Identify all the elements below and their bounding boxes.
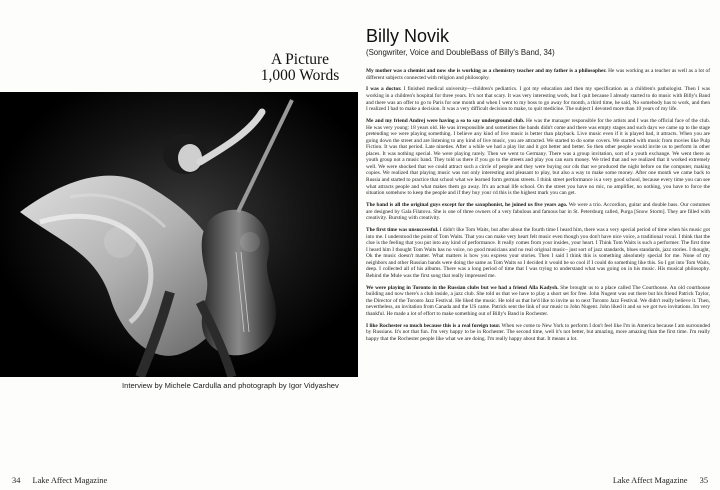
article-subtitle: (Songwriter, Voice and DoubleBass of Billy's Band, 34) xyxy=(366,48,555,57)
photo-credit: Interview by Michele Cardulla and photograph by Igor Vidyashev xyxy=(122,381,339,390)
paragraph-text: We were a trio. Accordion, guitar and double bass. Our costumes are designed by Gala Filatova. She is one of three owners of a very fabulous and famous bar in St. Petersburg called, Purga [Snow Storm]. They are filled with creativity. Bursting with creativity. xyxy=(366,202,710,222)
paragraph xyxy=(366,86,710,112)
paragraph-lead: We were playing in Toronto in the Russian clubs but we had a friend Alla Kadysh. xyxy=(366,284,559,291)
paragraph xyxy=(366,227,710,279)
paragraph-lead: The first time was unsuccessful. xyxy=(366,227,439,234)
paragraph xyxy=(366,285,710,318)
paragraph-text: He was working as a teacher as well as a lot of different subjects connected with religion and philosophy. xyxy=(366,68,710,81)
paragraph-text: He was the manager responsible for the artists and I was the official face of the club. He was very young: 18 years old. He was irresponsible and sometimes the bands didn't come and there was empty stages and such days we came up to the stage pretending we were playing something. I believe any kind of live music is better than playback. Live music even if it is played bad, it attracts. When you are going down the street and are listening to any kind of live music, you are attracted. We started to do some covers. We started with music from movies like Pulp Fiction. It was that period. Late nineties. After a while we had a play list and it got better and better. So then other people would invite us to perform in other places. It was nothing special. We were playing rarely. Then we went to Germany. There was a group invitation, sort of a youth exchange. We went there as youth group not a music band. They told us there if you go to the streets and play you can earn money. We tried that and we realized that it worked extremely well. We were shocked that we could attract such a circle of people and they were buying our cds that we produced the night before on the computer, making copies. We realized that playing music was not only interesting and pleasant to play, but also a way to make some money. After one month we came back to Russia and started to practice that school what we learned form german streets. I think street performance is a very good school, because every time you can see what attracts people and what makes them go away. It's an actual life school. On the street you have no mic, no amplifier, no nothing, you have to force the situation somehow to keep the people and if they buy your cd this is the highest mark you can get. xyxy=(366,118,710,197)
paragraph-lead: Me and my friend Andrej were having a so to say underground club. xyxy=(366,118,525,125)
right-page-number: 35 xyxy=(699,476,708,485)
paragraph-lead: My mother was a chemist and now she is working as a chemistry teacher and my father is a philosopher. xyxy=(366,68,607,74)
paragraph-lead: The band is all the original guys except for the saxophonist, he joined us five years ago. xyxy=(366,202,568,209)
right-magazine-name: Lake Affect Magazine xyxy=(612,476,688,485)
paragraph-lead: I was a doctor. xyxy=(366,86,402,93)
page-heading xyxy=(250,52,350,84)
performer-photograph xyxy=(0,92,358,377)
left-magazine-name: Lake Affect Magazine xyxy=(32,476,108,485)
paragraph xyxy=(366,323,710,343)
paragraph-lead: I like Rochester so much because this is a real foreign tour. xyxy=(366,322,501,329)
left-folio xyxy=(12,476,107,485)
article-body xyxy=(366,68,710,348)
heading-line-1: A Picture xyxy=(270,51,330,68)
paragraph-text: She brought us to a place called The Courthouse. An old courthouse building and now there's a club inside, a jazz club. She told us that we have to play a short set for free. John Nugent was out there but his friend Patrick Taylor, the Director of the Toronto Jazz Festival. He liked the music. He told us that he'd like to invite us to next Toronto Jazz Festival. We didn't really believe it. Then, nevertheless, an invitation from Canada and the US came. Patrick sent the link of our music to John Nugent. John liked it and so we got two invitations. Im very thankful. He made a lot of effort to make something out of Billy's Band in Rochester. xyxy=(366,284,710,317)
left-page-number: 34 xyxy=(12,476,21,485)
paragraph xyxy=(366,68,710,81)
right-folio xyxy=(613,476,708,485)
article-title: Billy Novik xyxy=(366,26,450,46)
paragraph-text: I finished medical university—children's pediatrics. I got my education and then my specification as a children's pathologist. Then I was working in a children's hospital for three years. It's not that scary. It was very interesting work, but I quit because I already started to do music with Billy's Band and there was an offer to go to Paris for one month and when I went to my boss to go away for month, a third time, he said, No somebody has to work, and then I realized I had to make a decision. It was a very difficult decision to make, to quit medicine. The subject I devoted more than 10 years of my life. xyxy=(366,86,710,113)
paragraph-text: When we come to New York to perform I don't feel like I'm in America because I am surrounded by Russians. It's not that fun. I'm very happy to be in Rochester. The second time, well it's not better, but amazing, more amazing than the first time. I'm really happy that the Rochester people like what we are doing. I'm really happy about that. It means a lot. xyxy=(366,322,710,343)
paragraph-text: I didn't like Tom Waits, but after about the fourth time I heard him, there was a very special period of time when his music got into me. I understood the point of Tom Waits. That you can make very heart felt music even though you don't have nice voice, a traditional vocal. I think that the clue is the feeling that you put into any kind of performance. It really comes from your insides, your heart. I Think Tom Waits is such a performer. The first time I heard him I thought Tom Waits has no voice, no good musicians and no real original music– just sort of jazz standards, blues standards, jazz stories. I thought, Ok the music doesn't matter. What matters is how you express your stories. Then I said I think this is something absolutely special for me. None of my neighbors and other Russian bands were doing the same as Tom Waits so I decided it would be so cool if I could do something like this. So I got into Tom Waits, deep. I collected all of his albums. There was a long period of time that I was trying to understand what was going on in his music. His musical philosophy. Behind the Mule was the first song that really impressed me. xyxy=(366,227,710,279)
paragraph xyxy=(366,202,710,222)
heading-line-2: 1,000 Words xyxy=(260,67,340,84)
paragraph xyxy=(366,118,710,197)
